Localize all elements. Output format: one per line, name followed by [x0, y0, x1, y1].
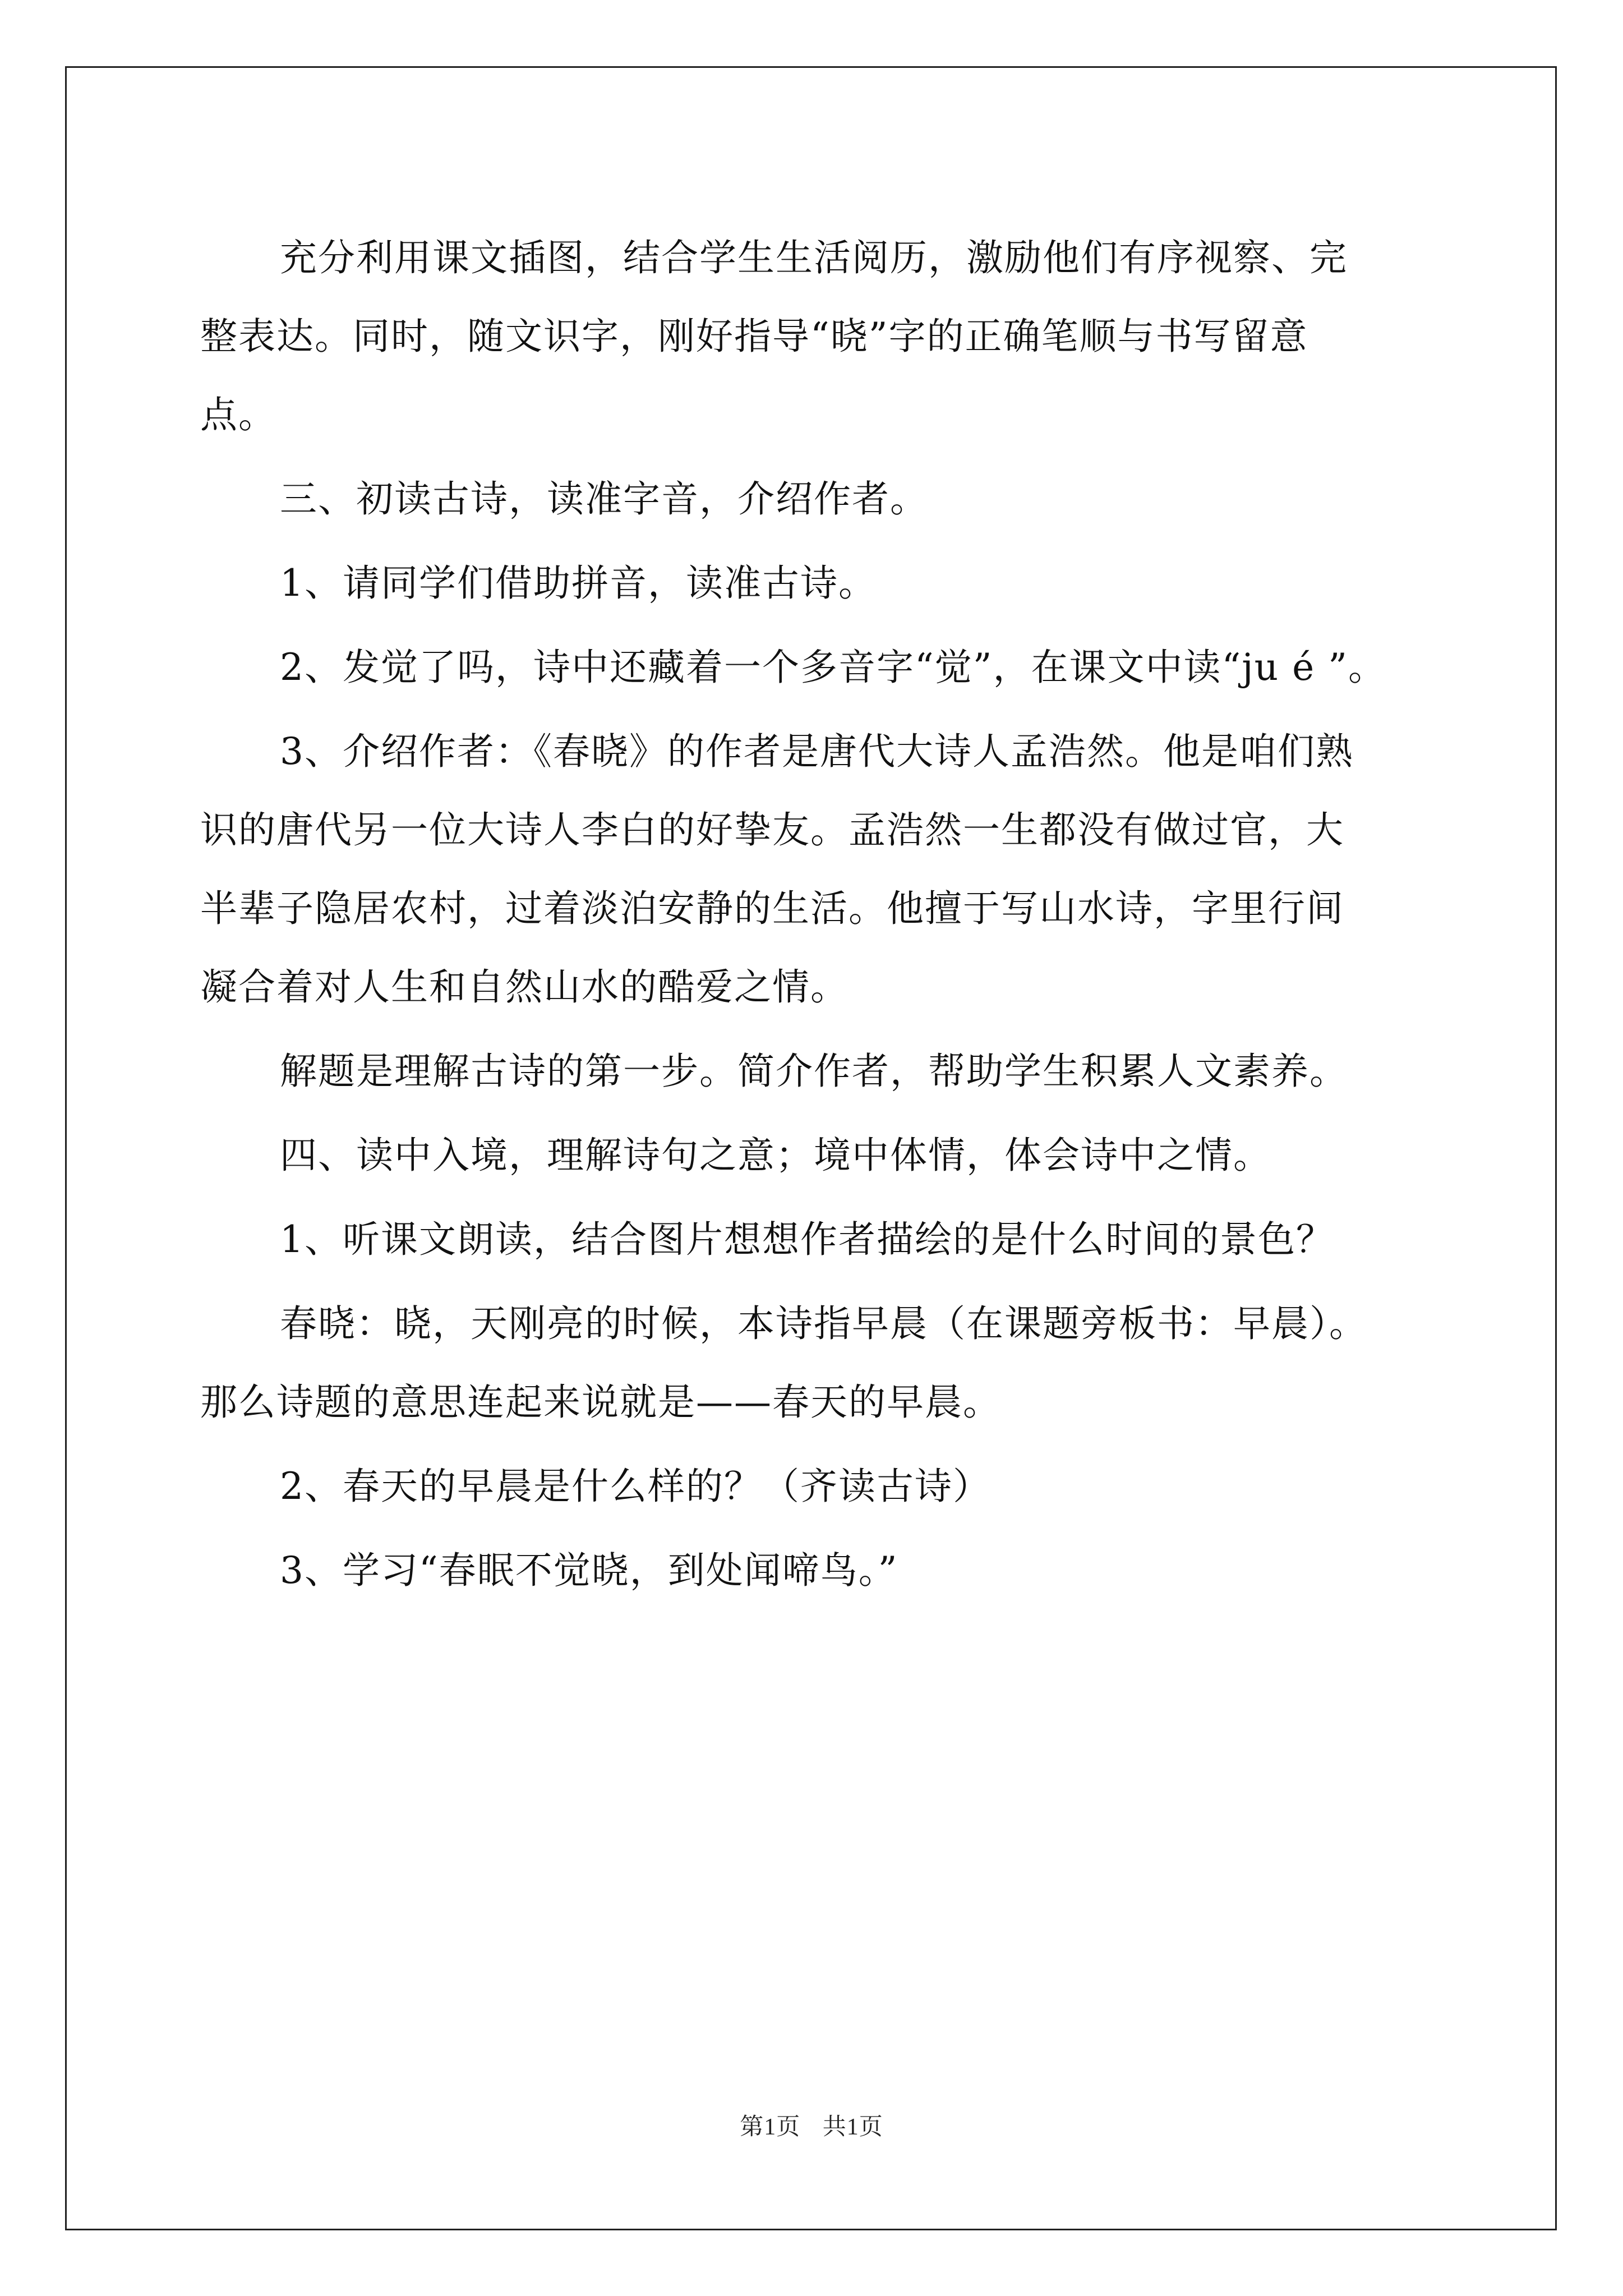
paragraph-10: [200, 1447, 1445, 1526]
text-line: 3、学习“春眠不觉晓，到处闻啼鸟。”: [280, 1549, 898, 1592]
paragraph-3: [200, 544, 1445, 623]
page-total: 共1页: [822, 2114, 883, 2140]
text-line: 识的唐代另一位大诗人李白的好挚友。孟浩然一生都没有做过官，大: [200, 808, 1344, 852]
paragraph-11: [200, 1531, 1445, 1610]
page-number: 第1页: [740, 2114, 801, 2140]
paragraph-7: [200, 1116, 1445, 1195]
text-line: 2、春天的早晨是什么样的？（齐读古诗）: [280, 1465, 991, 1508]
paragraph-1: [200, 219, 1445, 454]
paragraph-5: [200, 712, 1445, 1027]
text-line: 凝合着对人生和自然山水的酷爱之情。: [200, 965, 849, 1009]
text-line: 解题是理解古诗的第一步。简介作者，帮助学生积累人文素养。: [280, 1050, 1348, 1093]
text-line: 四、读中入境，理解诗句之意；境中体情，体会诗中之情。: [280, 1134, 1271, 1177]
text-line: 1、请同学们借助拼音，读准古诗。: [280, 562, 877, 605]
text-line: 整表达。同时，随文识字，刚好指导“晓”字的正确笔顺与书写留意: [200, 315, 1308, 358]
document-body: [200, 219, 1445, 1616]
text-line: 充分利用课文插图，结合学生生活阅历，激励他们有序视察、完: [280, 236, 1348, 279]
text-line: 半辈子隐居农村，过着淡泊安静的生活。他擅于写山水诗，字里行间: [200, 887, 1344, 930]
paragraph-4: [200, 628, 1445, 707]
page-footer: [0, 2108, 1623, 2142]
text-line: 那么诗题的意思连起来说就是——春天的早晨。: [200, 1381, 1001, 1424]
text-line: 三、初读古诗，读准字音，介绍作者。: [280, 477, 928, 521]
text-line: 1、听课文朗读，结合图片想想作者描绘的是什么时间的景色？: [280, 1218, 1334, 1261]
paragraph-9: [200, 1285, 1445, 1442]
paragraph-8: [200, 1200, 1445, 1279]
paragraph-2: [200, 460, 1445, 539]
paragraph-6: [200, 1032, 1445, 1111]
text-line: 点。: [200, 393, 276, 436]
text-line: 3、介绍作者：《春晓》的作者是唐代大诗人孟浩然。他是咱们熟: [280, 730, 1354, 773]
text-line: 2、发觉了吗，诗中还藏着一个多音字“觉”，在课文中读“ju é ”。: [280, 646, 1386, 689]
text-line: 春晓：晓，天刚亮的时候，本诗指早晨（在课题旁板书：早晨）。: [280, 1302, 1367, 1345]
